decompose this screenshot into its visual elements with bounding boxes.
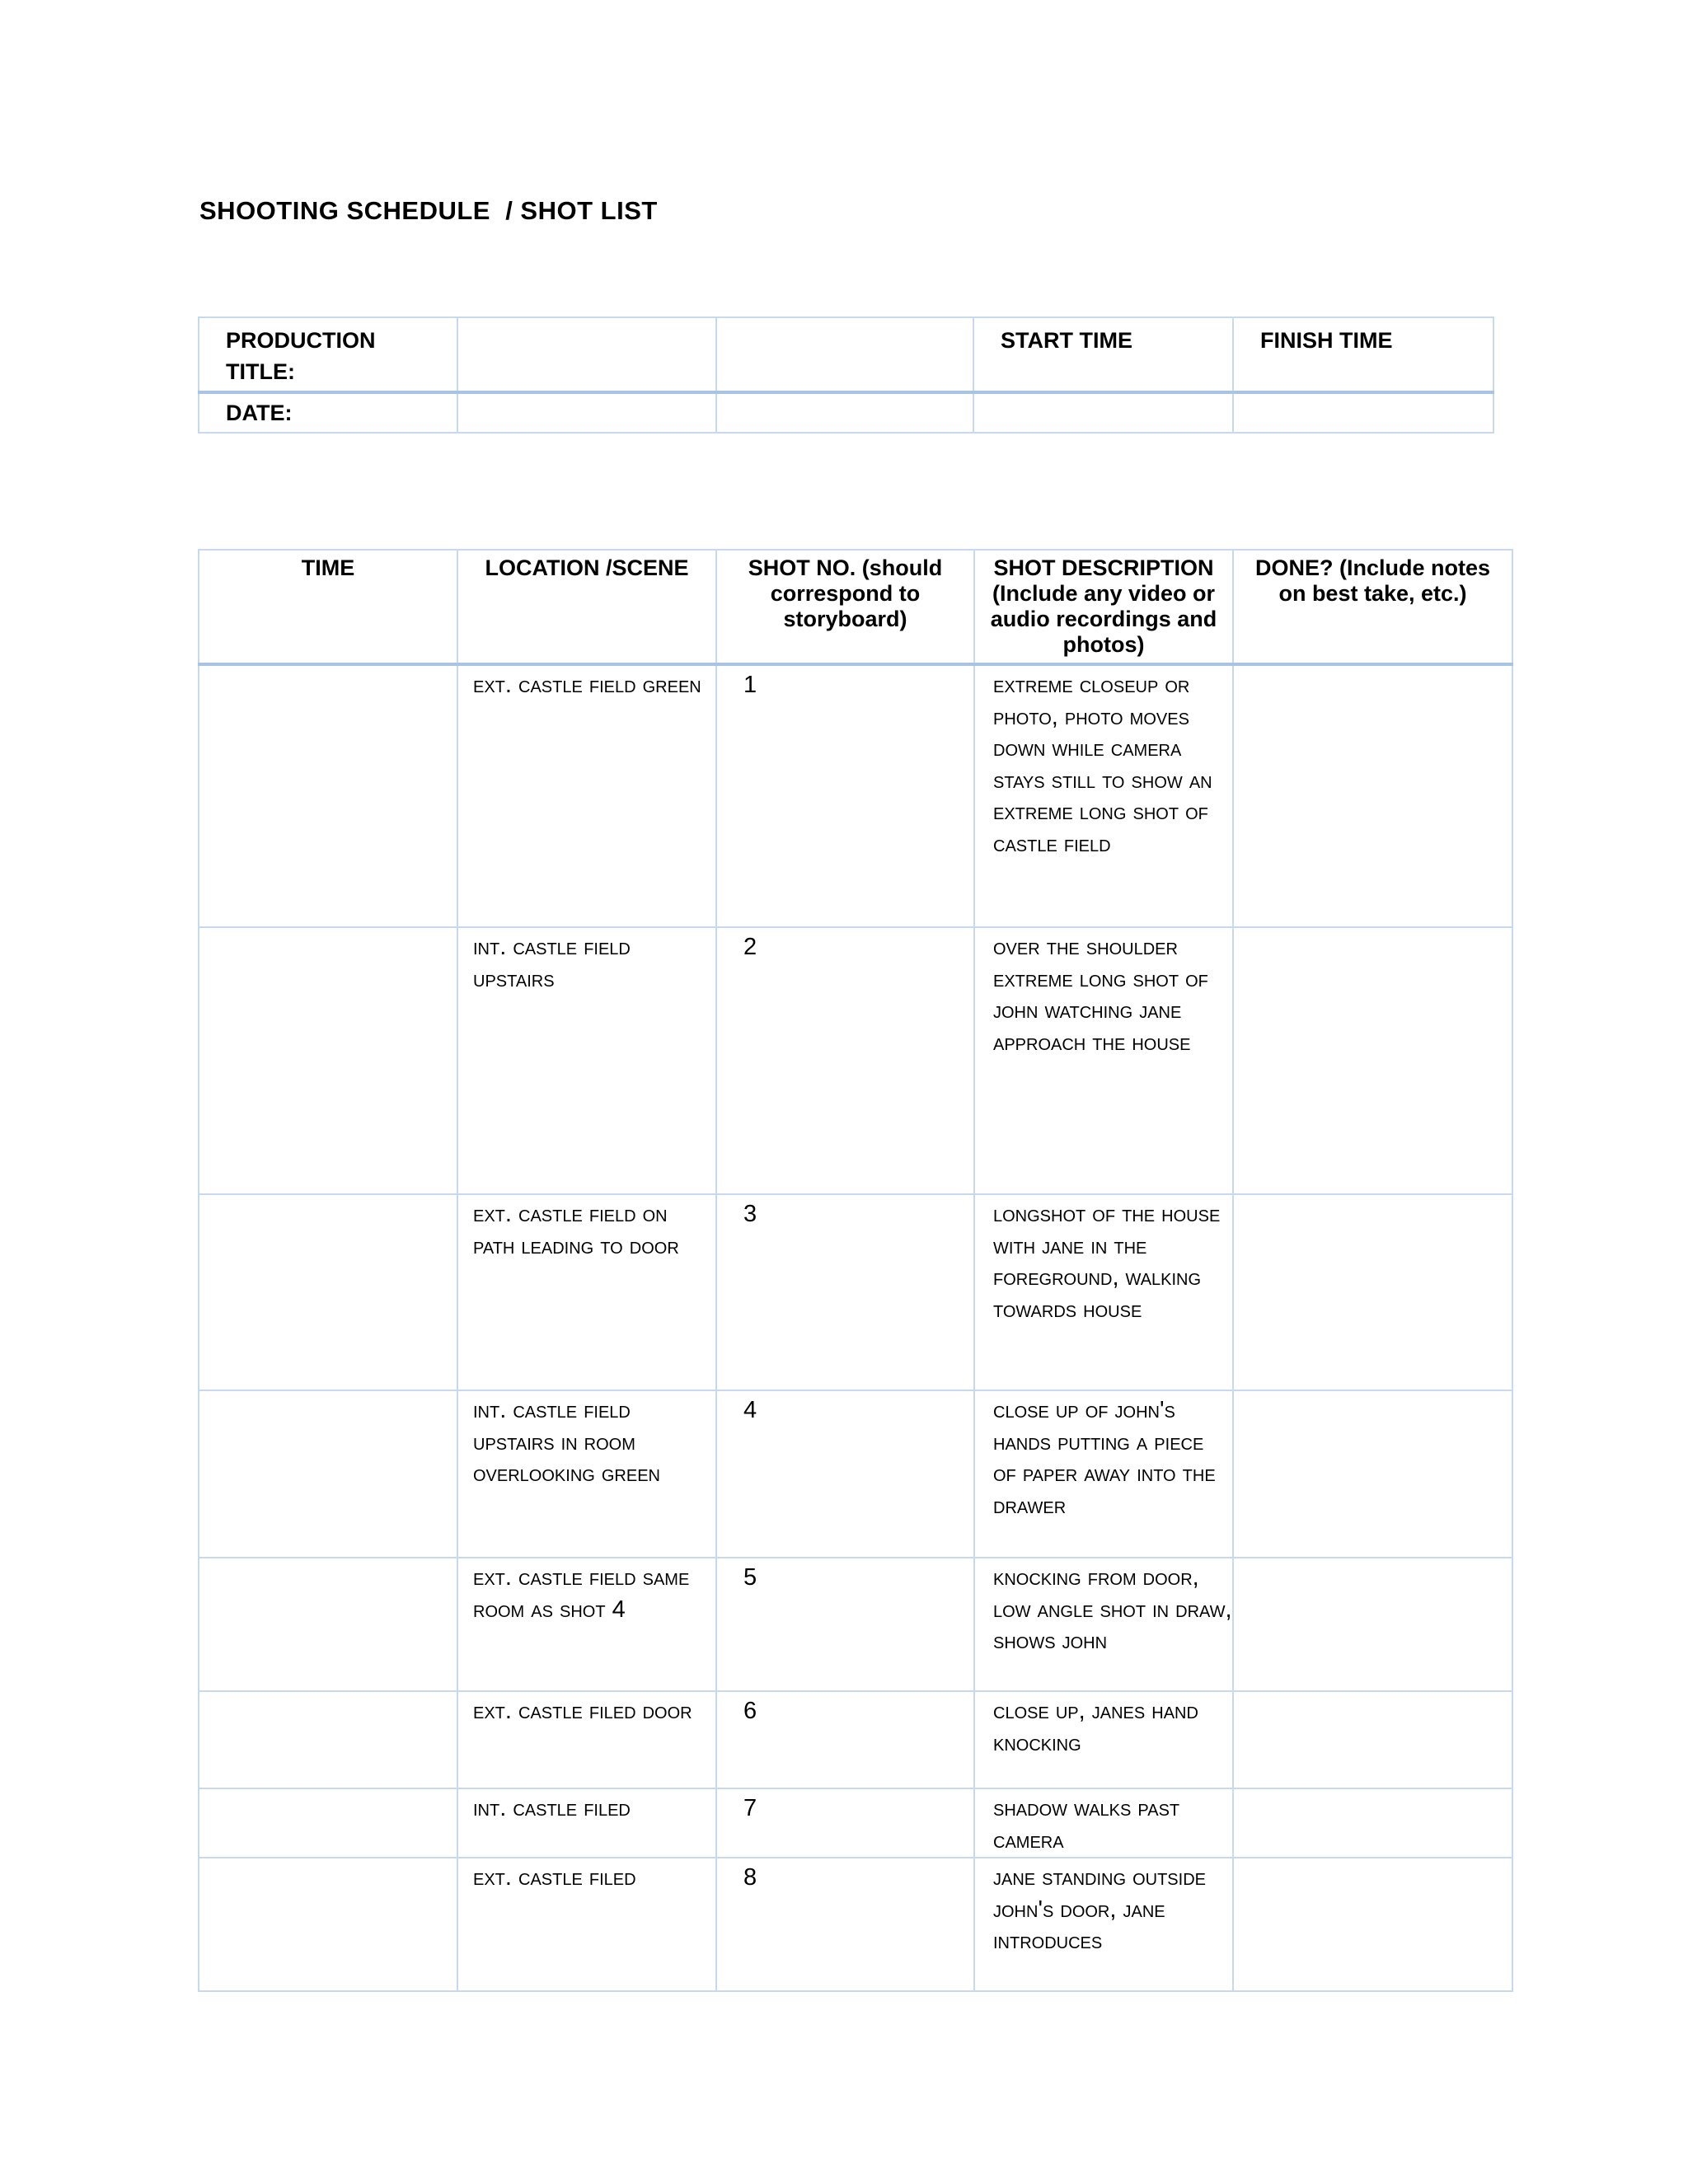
start-time-field[interactable] xyxy=(973,392,1233,433)
shot-time-cell[interactable] xyxy=(199,1691,457,1788)
header-shot-description: SHOT DESCRIPTION (Include any video or audio recordings and photos) xyxy=(974,550,1233,664)
shot-description-cell: close up, janes hand knocking xyxy=(974,1691,1233,1788)
date-field-extra[interactable] xyxy=(716,392,973,433)
shot-number-cell: 6 xyxy=(716,1691,974,1788)
shot-done-cell[interactable] xyxy=(1233,1558,1512,1691)
shot-time-cell[interactable] xyxy=(199,1558,457,1691)
shot-description-cell: close up of john's hands putting a piece of paper away into the drawer xyxy=(974,1390,1233,1558)
shot-location-cell: ext. castle filed door xyxy=(457,1691,716,1788)
date-field[interactable] xyxy=(457,392,716,433)
shot-done-cell[interactable] xyxy=(1233,1691,1512,1788)
shot-time-cell[interactable] xyxy=(199,1390,457,1558)
document-title: SHOOTING SCHEDULE / SHOT LIST xyxy=(199,196,658,225)
shot-number-cell: 2 xyxy=(716,927,974,1194)
shot-row xyxy=(199,1691,1512,1788)
shot-done-cell[interactable] xyxy=(1233,1788,1512,1858)
header-time: TIME xyxy=(199,550,457,664)
date-label: DATE: xyxy=(199,392,457,433)
shot-number-cell: 4 xyxy=(716,1390,974,1558)
shot-list-table xyxy=(198,549,1513,1992)
shot-description-cell: over the shoulder extreme long shot of john watching jane approach the house xyxy=(974,927,1233,1194)
shot-done-cell[interactable] xyxy=(1233,664,1512,927)
shot-row xyxy=(199,927,1512,1194)
shot-done-cell[interactable] xyxy=(1233,1390,1512,1558)
shot-location-cell: ext. castle field same room as shot 4 xyxy=(457,1558,716,1691)
production-info-row xyxy=(199,317,1493,392)
shot-number-cell: 3 xyxy=(716,1194,974,1390)
shot-list-header-row xyxy=(199,550,1512,664)
shot-time-cell[interactable] xyxy=(199,1788,457,1858)
date-row xyxy=(199,392,1493,433)
shot-row xyxy=(199,1858,1512,1991)
shot-location-cell: ext. castle field on path leading to door xyxy=(457,1194,716,1390)
finish-time-field[interactable] xyxy=(1233,392,1493,433)
shot-location-cell: int. castle field upstairs xyxy=(457,927,716,1194)
shot-description-cell: jane standing outside john's door, jane introduces xyxy=(974,1858,1233,1991)
shot-location-cell: int. castle field upstairs in room overlooking green xyxy=(457,1390,716,1558)
production-title-field[interactable] xyxy=(457,317,716,392)
production-info-table xyxy=(198,316,1494,434)
shot-description-cell: extreme closeup or photo, photo moves down while camera stays still to show an extreme long shot of castle field xyxy=(974,664,1233,927)
start-time-label: START TIME xyxy=(973,317,1233,392)
shot-location-cell: int. castle filed xyxy=(457,1788,716,1858)
shot-row xyxy=(199,1788,1512,1858)
shot-number-cell: 7 xyxy=(716,1788,974,1858)
shot-number-cell: 5 xyxy=(716,1558,974,1691)
shot-time-cell[interactable] xyxy=(199,1858,457,1991)
shot-row xyxy=(199,1194,1512,1390)
production-title-field-extra[interactable] xyxy=(716,317,973,392)
finish-time-label: FINISH TIME xyxy=(1233,317,1493,392)
shot-time-cell[interactable] xyxy=(199,1194,457,1390)
shot-description-cell: shadow walks past camera xyxy=(974,1788,1233,1858)
shot-row xyxy=(199,664,1512,927)
shot-time-cell[interactable] xyxy=(199,664,457,927)
shot-number-cell: 8 xyxy=(716,1858,974,1991)
shot-done-cell[interactable] xyxy=(1233,1858,1512,1991)
shot-description-cell: longshot of the house with jane in the foreground, walking towards house xyxy=(974,1194,1233,1390)
header-done: DONE? (Include notes on best take, etc.) xyxy=(1233,550,1512,664)
shot-location-cell: ext. castle field green xyxy=(457,664,716,927)
shot-location-cell: ext. castle filed xyxy=(457,1858,716,1991)
header-location-scene: LOCATION /SCENE xyxy=(457,550,716,664)
shot-number-cell: 1 xyxy=(716,664,974,927)
shot-row xyxy=(199,1390,1512,1558)
production-title-label: PRODUCTION TITLE: xyxy=(199,317,457,392)
header-shot-no: SHOT NO. (should correspond to storyboard) xyxy=(716,550,974,664)
shot-row xyxy=(199,1558,1512,1691)
shot-done-cell[interactable] xyxy=(1233,927,1512,1194)
shot-done-cell[interactable] xyxy=(1233,1194,1512,1390)
shot-time-cell[interactable] xyxy=(199,927,457,1194)
shot-description-cell: knocking from door, low angle shot in draw, shows john xyxy=(974,1558,1233,1691)
